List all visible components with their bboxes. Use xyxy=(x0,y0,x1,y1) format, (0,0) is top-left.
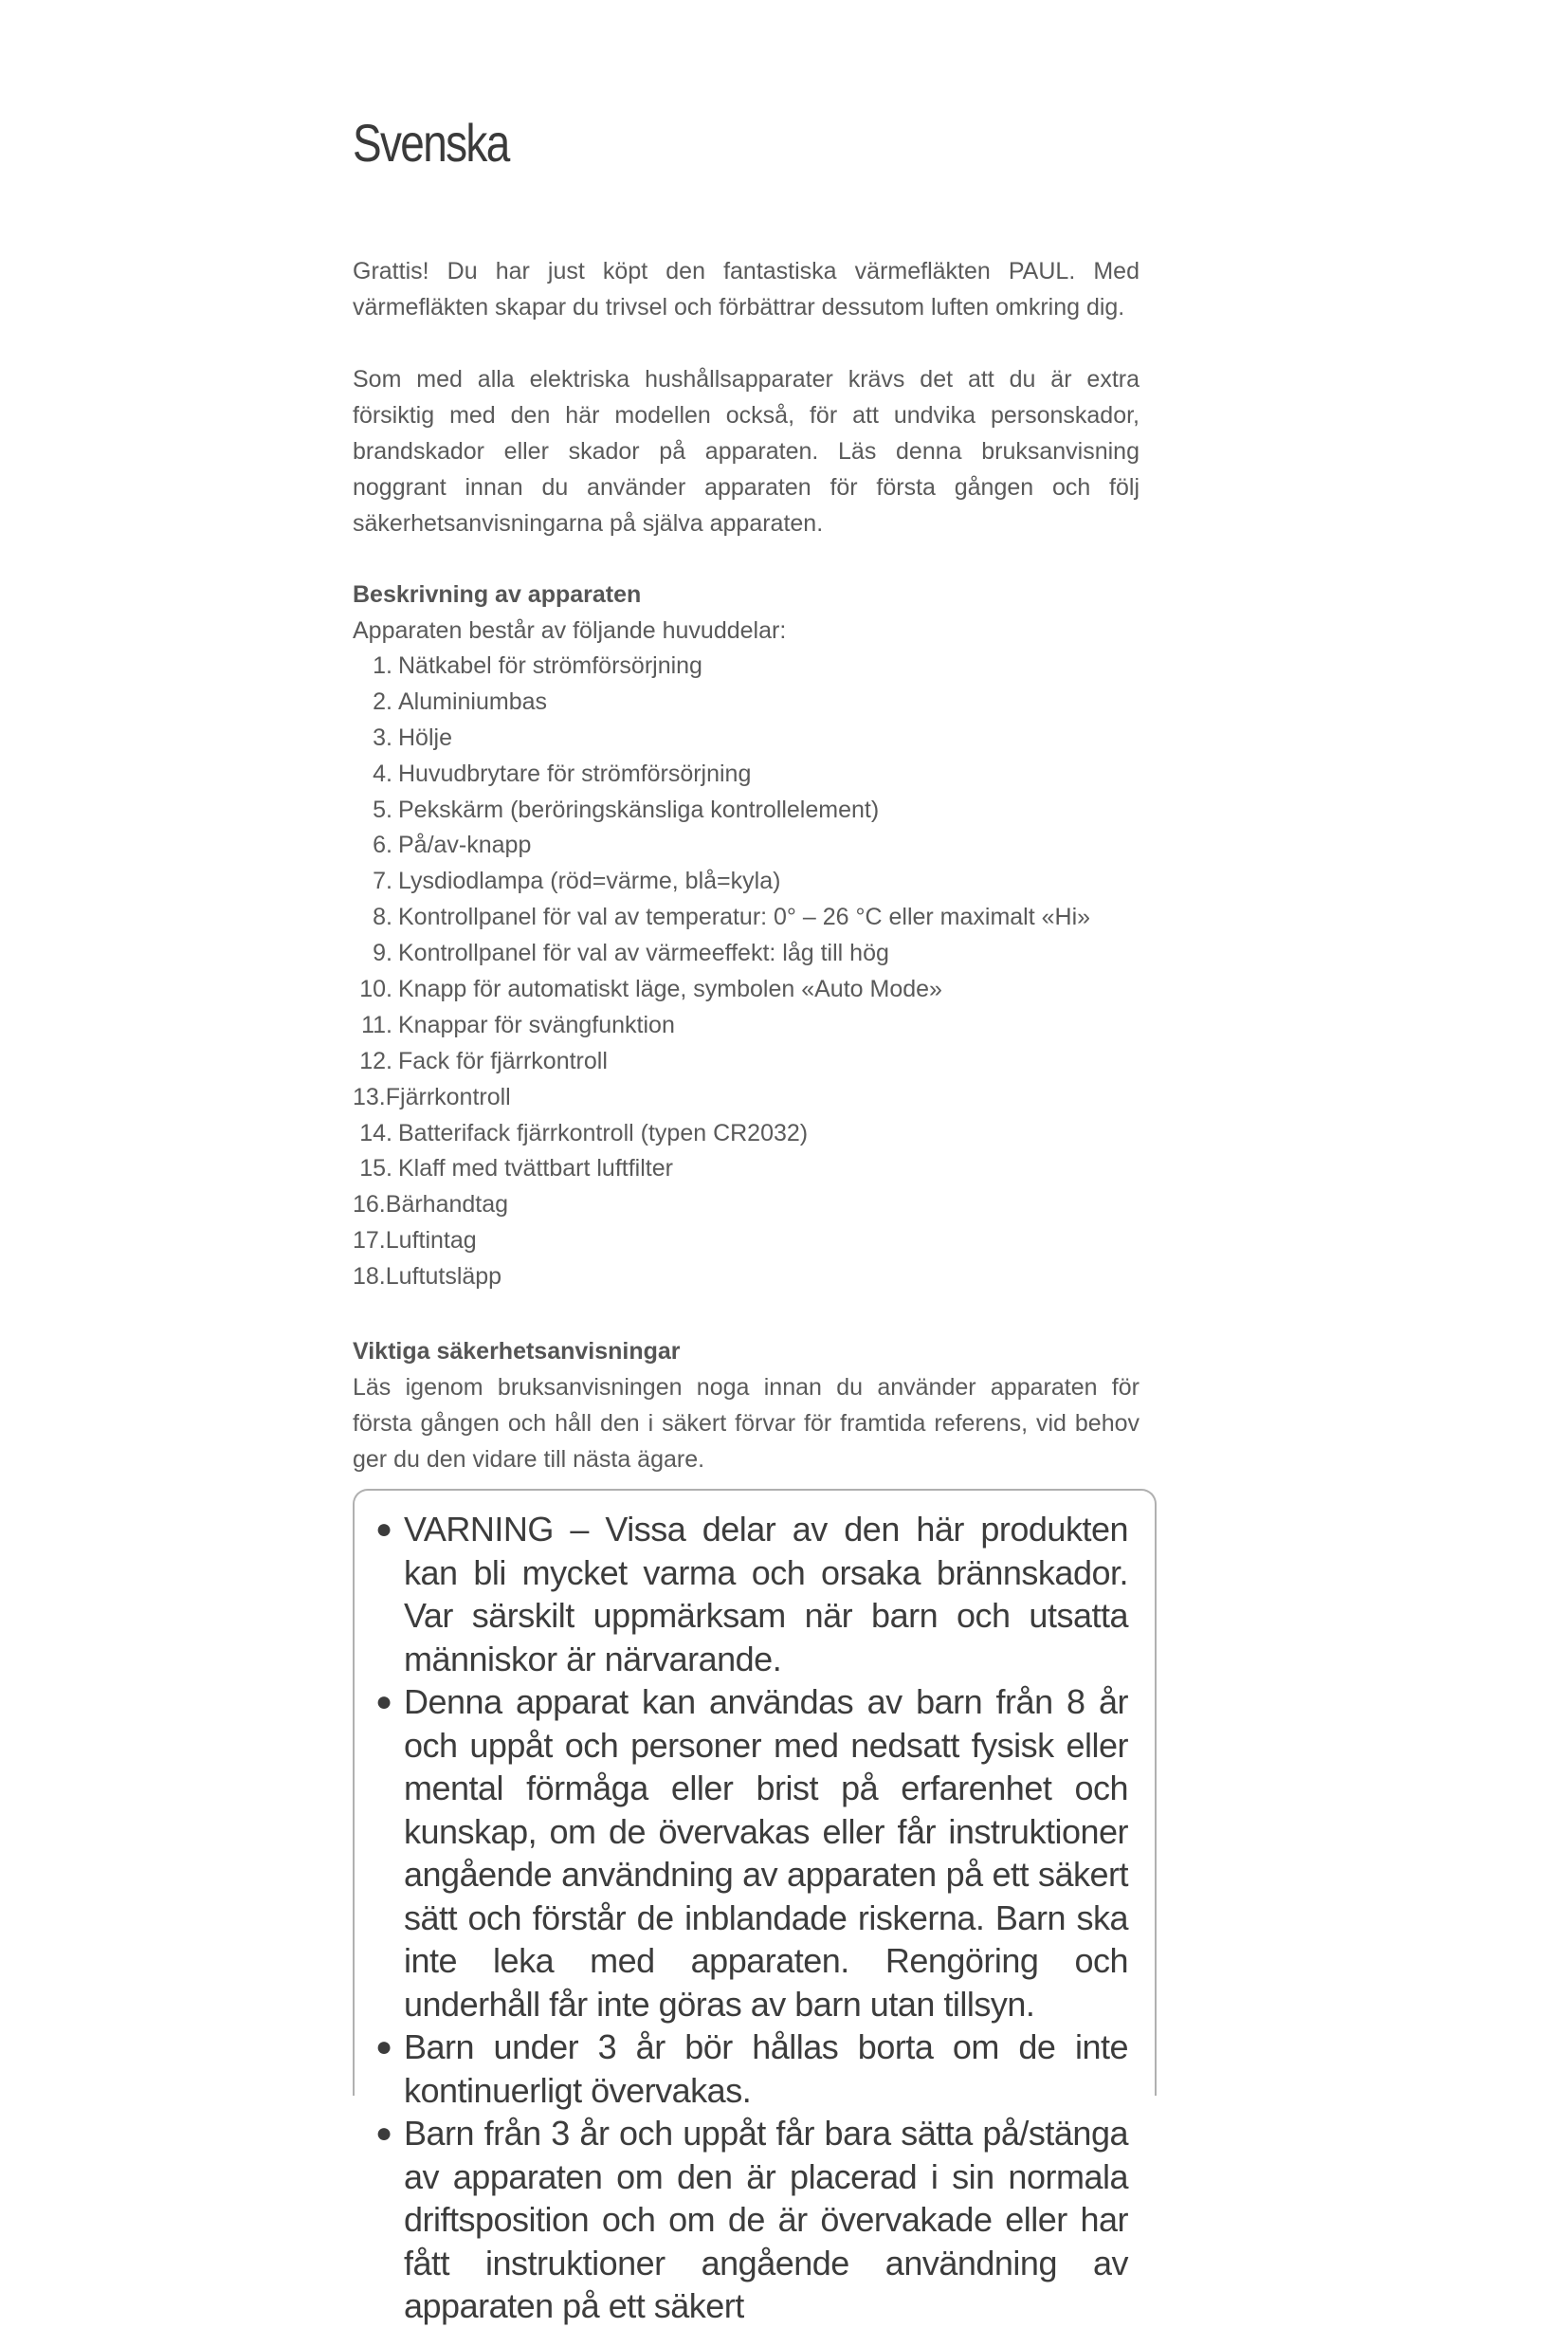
list-item: 9. Kontrollpanel för val av värmeeffekt: låg till hög xyxy=(373,940,889,967)
parts-list xyxy=(353,649,1090,1295)
list-item: 18.Luftutsläpp xyxy=(353,1263,502,1291)
list-item: 13.Fjärrkontroll xyxy=(353,1083,511,1110)
warning-item: ● Barn under 3 år bör hållas borta om de inte kontinuerligt övervakas. xyxy=(375,2027,1128,2110)
warning-box xyxy=(353,1489,1157,2325)
list-item: 8. Kontrollpanel för val av temperatur: 0° – 26 °C eller maximalt «Hi» xyxy=(373,904,1091,931)
list-item: 1. Nätkabel för strömförsörjning xyxy=(373,652,702,679)
list-item: 16.Bärhandtag xyxy=(353,1191,509,1219)
bullet-icon: ● xyxy=(375,1686,392,1717)
list-item: 4. Huvudbrytare för strömförsörjning xyxy=(373,760,752,787)
list-item: 5. Pekskärm (beröringskänsliga kontrollelement) xyxy=(373,796,880,823)
list-item: 6. På/av-knapp xyxy=(373,832,532,859)
list-item: 17.Luftintag xyxy=(353,1227,477,1255)
bullet-icon: ● xyxy=(375,2031,392,2062)
list-item: 15. Klaff med tvättbart luftfilter xyxy=(359,1155,673,1182)
list-item: 10. Knapp för automatiskt läge, symbolen «Auto Mode» xyxy=(359,976,942,1003)
description-intro: Apparaten består av följande huvuddelar: xyxy=(353,617,787,644)
warning-item: ● VARNING – Vissa delar av den här produkten kan bli mycket varma och orsaka brännskador. Var särskilt uppmärksam när barn och utsatta människor är närvarande. xyxy=(375,1510,1128,1678)
warning-list xyxy=(355,1491,1155,2328)
list-item: 7. Lysdiodlampa (röd=värme, blå=kyla) xyxy=(373,868,781,895)
page-title: Svenska xyxy=(353,113,509,173)
warning-item: ● Denna apparat kan användas av barn från 8 år och uppåt och personer med nedsatt fysisk eller mental förmåga eller brist på erfarenhet och kunskap, om de övervakas eller får instruktioner angående användning av apparaten på ett säkert sätt och förstår de inblandade riskerna. Barn ska inte leka med apparaten. Rengöring och underhåll får inte göras av barn utan tillsyn. xyxy=(375,1682,1128,2024)
safety-heading: Viktiga säkerhetsanvisningar xyxy=(353,1338,681,1365)
intro-paragraph: Grattis! Du har just köpt den fantastiska värmefläkten PAUL. Med värmefläkten skapar du trivsel och förbättrar dessutom luften omkring dig. xyxy=(353,258,1140,321)
list-item: 2. Aluminiumbas xyxy=(373,687,548,715)
caution-paragraph: Som med alla elektriska hushållsapparater krävs det att du är extra försiktig med den här modellen också, för att undvika personskador, brandskador eller skador på apparaten. Läs denna bruksanvisning noggrant innan du använder apparaten för första gången och följ säkerhetsanvisningarna på själva apparaten. xyxy=(353,366,1140,537)
list-item: 12. Fack för fjärrkontroll xyxy=(359,1047,608,1074)
safety-intro: Läs igenom bruksanvisningen noga innan du använder apparaten för första gången och håll den i säkert förvar för framtida referens, vid behov ger du den vidare till nästa ägare. xyxy=(353,1374,1140,1473)
bullet-icon: ● xyxy=(375,2117,392,2149)
list-item: 3. Hölje xyxy=(373,724,452,751)
list-item: 11. Knappar för svängfunktion xyxy=(361,1011,675,1038)
description-heading: Beskrivning av apparaten xyxy=(353,581,642,608)
list-item: 14. Batterifack fjärrkontroll (typen CR2032) xyxy=(359,1119,809,1146)
warning-item: ● Barn från 3 år och uppåt får bara sätta på/stänga av apparaten om den är placerad i sin normala driftsposition och om de är övervakade eller har fått instruktioner angående användning av apparaten på ett säkert xyxy=(375,2114,1128,2325)
bullet-icon: ● xyxy=(375,1513,392,1545)
